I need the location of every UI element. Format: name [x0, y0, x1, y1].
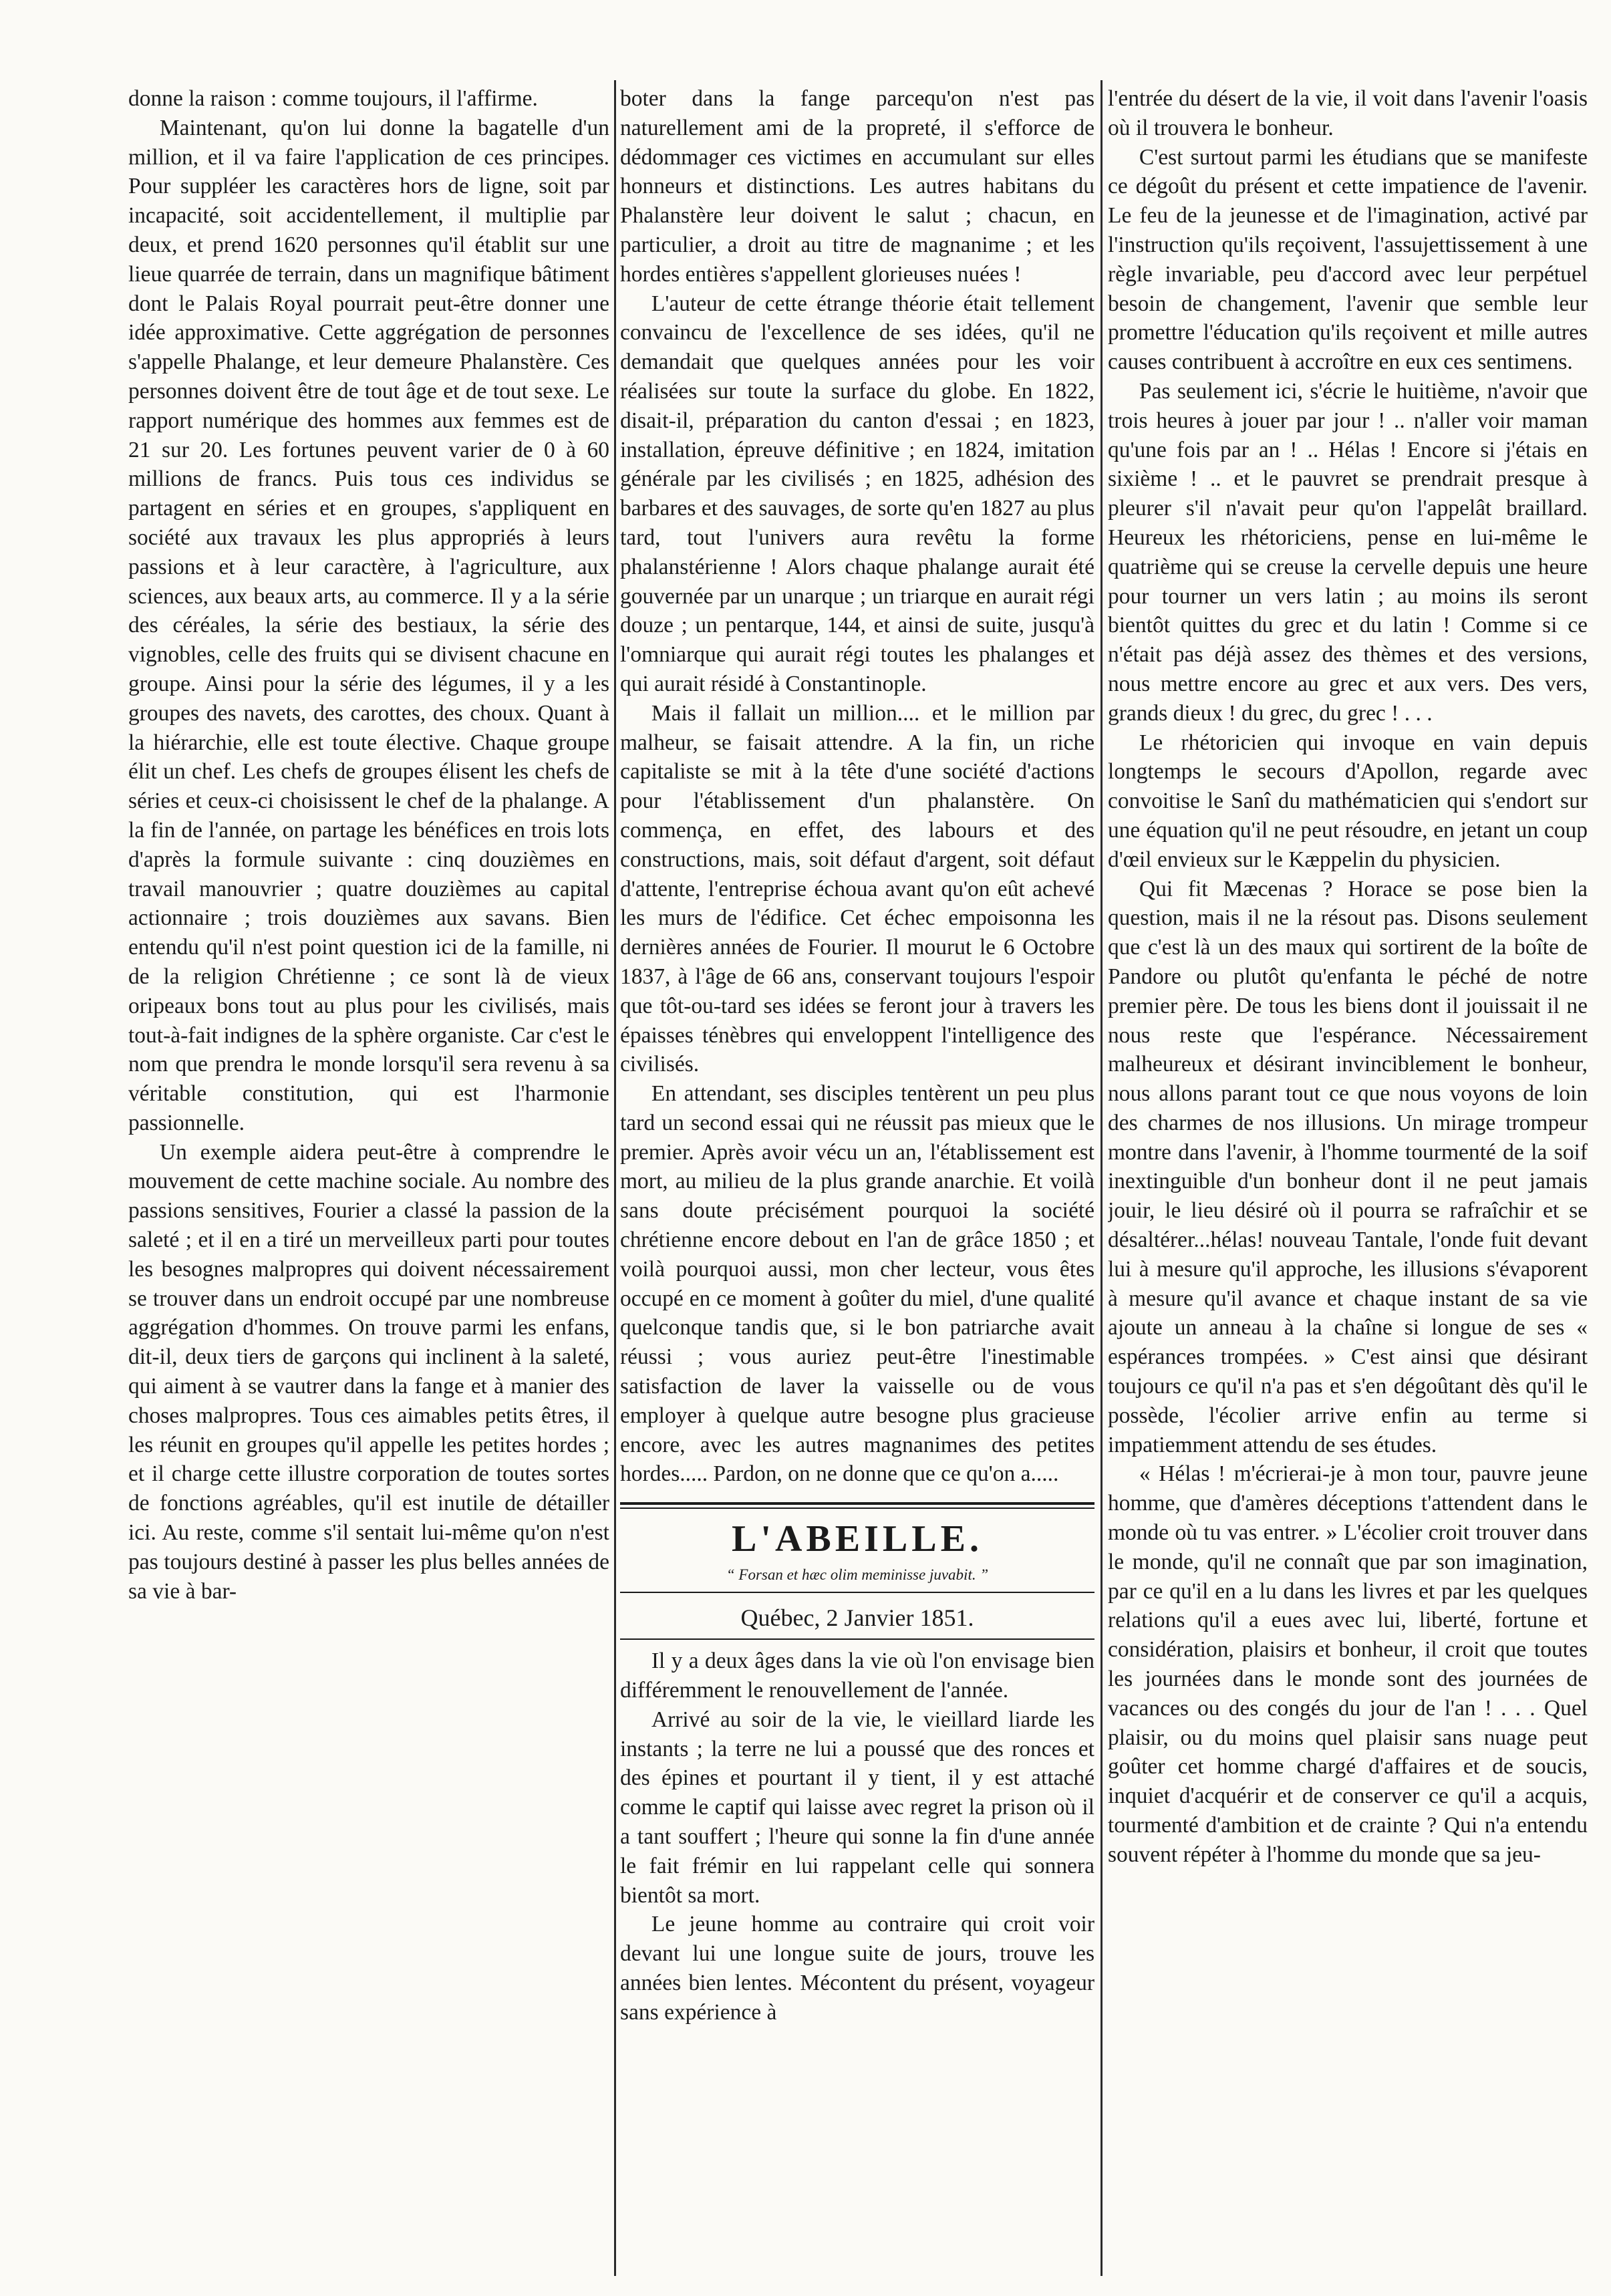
column-rule [614, 80, 616, 2276]
paragraph: Arrivé au soir de la vie, le vieillard liarde les instants ; la terre ne lui a poussé que des ronces et des épines et pourtant il y tient, il y est attaché comme le captif qui laisse avec regret la prison où il a tant souffert ; l'heure qui sonne la fin d'une année le fait frémir en lui rappelant celle qui sonnera bientôt sa mort. [620, 1707, 1094, 1908]
paragraph: C'est surtout parmi les étudians que se manifeste ce dégoût du présent et cette impatience de l'avenir. Le feu de la jeunesse et de l'imagination, activé par l'instruction qu'ils reçoivent, l'assujettissement à une règle invariable, peu d'accord avec leur perpétuel besoin de changement, l'avenir que semble leur promettre l'éducation qu'ils reçoivent et mille autres causes contribuent à accroître en eux ces sentimens. [1108, 144, 1588, 375]
paragraph: Un exemple aidera peut-être à comprendre le mouvement de cette machine sociale. Au nombre des passions sensitives, Fourier a classé la passion de la saleté ; et il en a tiré un merveilleux parti pour toutes les besognes malpropres qui doivent nécessairement se trouver dans un endroit occupé par une nombreuse aggrégation d'hommes. On trouve parmi les enfans, dit-il, deux tiers de garçons qui inclinent à la saleté, qui aiment à se vautrer dans la fange et à manier des choses malpropres. Tous ces aimables petits êtres, il les réunit en groupes qu'il appelle les petites hordes ; et il charge cette illustre corporation de toutes sortes de fonctions agréables, qu'il est inutile de détailler ici. Au reste, comme s'il sentait lui-même qu'on n'est pas toujours destiné à passer les plus belles années de sa vie à bar- [128, 1139, 609, 1604]
paragraph: En attendant, ses disciples tentèrent un peu plus tard un second essai qui ne réussit pas mieux que le premier. Après avoir vécu un an, l'établissement est mort, au milieu de la plus grande anarchie. Et voilà sans doute précisément pourquoi la société chrétienne encore debout en l'an de grâce 1850 ; et voilà pourquoi aussi, mon cher lecteur, vous êtes occupé en ce moment à goûter du miel, d'une qualité quelconque tandis que, si le bon patriarche avait réussi ; vous auriez peut-être l'inestimable satisfaction de laver la vaisselle ou de vous employer à quelque autre besogne plus gracieuse encore, avec les autres magnanimes des petites hordes..... Pardon, on ne donne que ce qu'on a..... [620, 1081, 1094, 1487]
masthead-rule [620, 1508, 1094, 1509]
masthead-title: L'ABEILLE. [732, 1518, 983, 1560]
masthead-rule [620, 1638, 1094, 1640]
paragraph: Qui fit Mæcenas ? Horace se pose bien la question, mais il ne la résout pas. Disons seulement que c'est là un des maux qui sortirent de la boîte de Pandore ou plutôt qu'enfanta le péché de notre premier père. De tous les biens dont il jouissait il ne nous reste que l'espérance. Nécessairement malheureux et désirant invinciblement le bonheur, nous allons parant tout ce que nous voyons de loin des charmes de nos illusions. Un mirage trompeur montre dans l'avenir, à l'homme tourmenté de la soif inextinguible d'un bonheur dont il ne peut jamais jouir, le lieu désiré où il pourra se rafraîchir et se désaltérer...hélas! nouveau Tantale, l'onde fuit devant lui à mesure qu'il approche, les illusions s'évaporent à mesure qu'il avance et chaque instant de sa vie ajoute un anneau à la chaîne si longue de ses « espérances trompées. » C'est ainsi que désirant toujours ce qu'il n'a pas et s'en dégoûtant dès qu'il le possède, l'écolier arrive enfin au terme si impatiemment attendu de ses études. [1108, 876, 1588, 1457]
column-middle [620, 84, 1094, 2269]
paragraph: « Hélas ! m'écrierai-je à mon tour, pauvre jeune homme, que d'amères déceptions t'attendent dans le monde où tu vas entrer. » L'écolier croit trouver dans le monde, qu'il ne connaît que par son imagination, par ce qu'il en a lu dans les livres et par les quelques relations qu'il a eues avec lui, liberté, fortune et considération, plaisirs et bonheur, il croit que toutes les journées dans le monde sont des journées de vacances ou des congés du jour de l'an ! . . . Quel plaisir, ou du moins quel plaisir sans nuage peut goûter cet homme chargé d'affaires et de soucis, inquiet d'acquérir et de conserver ce qu'il a acquis, tourmenté d'ambition et de crainte ? Qui n'a entendu souvent répéter à l'homme du monde que sa jeu- [1108, 1461, 1588, 1867]
paragraph: boter dans la fange parcequ'on n'est pas naturellement ami de la propreté, il s'efforce de dédommager ces victimes en accumulant sur elles honneurs et distinctions. Les autres habitans du Phalanstère leur doivent le salut ; chacun, en particulier, a droit au titre de magnanime ; et les hordes entières s'appellent glorieuses nuées ! [620, 86, 1094, 287]
masthead-rule [620, 1502, 1094, 1505]
paragraph: Maintenant, qu'on lui donne la bagatelle d'un million, et il va faire l'application de ces principes. Pour suppléer les caractères hors de ligne, soit par incapacité, soit accidentellement, il multiplie par deux, et prend 1620 personnes qu'il établit sur une lieue quarrée de terrain, dans un magnifique bâtiment dont le Palais Royal pourrait peut-être donner une idée approximative. Cette aggrégation de personnes s'appelle Phalange, et leur demeure Phalanstère. Ces personnes doivent être de tout âge et de tout sexe. Le rapport numérique des hommes aux femmes est de 21 sur 20. Les fortunes peuvent varier de 0 à 60 millions de francs. Puis tous ces individus se partagent en séries et en groupes, s'appliquent en société aux travaux les plus appropriés à leurs passions et à leur caractère, à l'agriculture, aux sciences, aux beaux arts, au commerce. Il y a la série des céréales, la série des bestiaux, la série des vignobles, celle des fruits qui se divisent chacune en groupe. Ainsi pour la série des légumes, il y a les groupes des navets, des carottes, des choux. Quant à la hiérarchie, elle est toute élective. Chaque groupe élit un chef. Les chefs de groupes élisent les chefs de séries et ceux-ci choisissent le chef de la phalange. A la fin de l'année, on partage les bénéfices en trois lots d'après la formule suivante : cinq douzièmes en travail manouvrier ; quatre douzièmes au capital actionnaire ; trois douzièmes aux savans. Bien entendu qu'il n'est point question ici de la famille, ni de la religion Chrétienne ; ce sont là de vieux oripeaux bons tout au plus pour les civilisés, mais tout-à-fait indignes de la sphère organiste. Car c'est le nom que prendra le monde lorsqu'il sera revenu à sa véritable constitution, qui est l'harmonie passionnelle. [128, 115, 609, 1135]
column-rule [1101, 80, 1103, 2276]
paragraph: Le jeune homme au contraire qui croit voir devant lui une longue suite de jours, trouve les années bien lentes. Mécontent du présent, voyageur sans expérience à [620, 1912, 1094, 2025]
paragraph: Mais il fallait un million.... et le million par malheur, se faisait attendre. A la fin, un riche capitaliste se mit à la tête d'une société d'actions pour l'établissement d'un phalanstère. On commença, en effet, des labours et des constructions, mais, soit défaut d'argent, soit défaut d'attente, l'entreprise échoua avant qu'on eût achevé les murs de l'édifice. Cet échec empoisonna les dernières années de Fourier. Il mourut le 6 Octobre 1837, à l'âge de 66 ans, conservant toujours l'espoir que tôt-ou-tard ses idées se feront jour à travers les épaisses ténèbres qui enveloppent l'intelligence des civilisés. [620, 700, 1094, 1077]
column-left [128, 84, 609, 2269]
masthead-motto: “ Forsan et hæc olim meminisse juvabit. ” [726, 1566, 989, 1584]
paragraph: Il y a deux âges dans la vie où l'on envisage bien différemment le renouvellement de l'année. [620, 1648, 1094, 1703]
column-right [1108, 84, 1588, 2269]
paragraph: l'entrée du désert de la vie, il voit dans l'avenir l'oasis où il trouvera le bonheur. [1108, 86, 1588, 140]
masthead-rule [620, 1592, 1094, 1593]
paragraph: Le rhétoricien qui invoque en vain depuis longtemps le secours d'Apollon, regarde avec convoitise le Sanî du mathématicien qui s'endort sur une équation qu'il ne peut résoudre, en jetant un coup d'œil envieux sur le Kæppelin du physicien. [1108, 730, 1588, 872]
paragraph: donne la raison : comme toujours, il l'affirme. [128, 86, 538, 111]
paragraph: Pas seulement ici, s'écrie le huitième, n'avoir que trois heures à jouer par jour ! .. n'aller voir maman qu'une fois par an ! .. Hélas ! Encore si j'étais en sixième ! .. et le pauvret se prendrait presque à pleurer s'il n'avait peur qu'on l'appelât braillard. Heureux les rhétoriciens, pense en lui-même le quatrième qui se creuse la cervelle depuis une heure pour tourner un vers latin ; au moins ils seront bientôt quittes du grec et du latin ! Comme si ce n'était pas déjà assez des thèmes et des versions, nous mettre encore au grec et aux vers. Des vers, grands dieux ! du grec, du grec ! . . . [1108, 378, 1588, 726]
masthead [620, 1502, 1094, 1640]
dateline: Québec, 2 Janvier 1851. [740, 1604, 974, 1632]
paragraph: L'auteur de cette étrange théorie était tellement convaincu de l'excellence de ses idées, qu'il ne demandait que quelques années pour les voir réalisées sur toute la surface du globe. En 1822, disait-il, préparation du canton d'essai ; en 1823, installation, épreuve définitive ; en 1824, imitation générale par les civilisés ; en 1825, adhésion des barbares et des sauvages, de sorte qu'en 1827 au plus tard, tout l'univers aura revêtu la forme phalanstérienne ! Alors chaque phalange aurait été gouvernée par un unarque ; un triarque en aurait régi douze ; un pentarque, 144, et ainsi de suite, jusqu'à l'omniarque qui aurait régi toutes les phalanges et qui aurait résidé à Constantinople. [620, 291, 1094, 696]
